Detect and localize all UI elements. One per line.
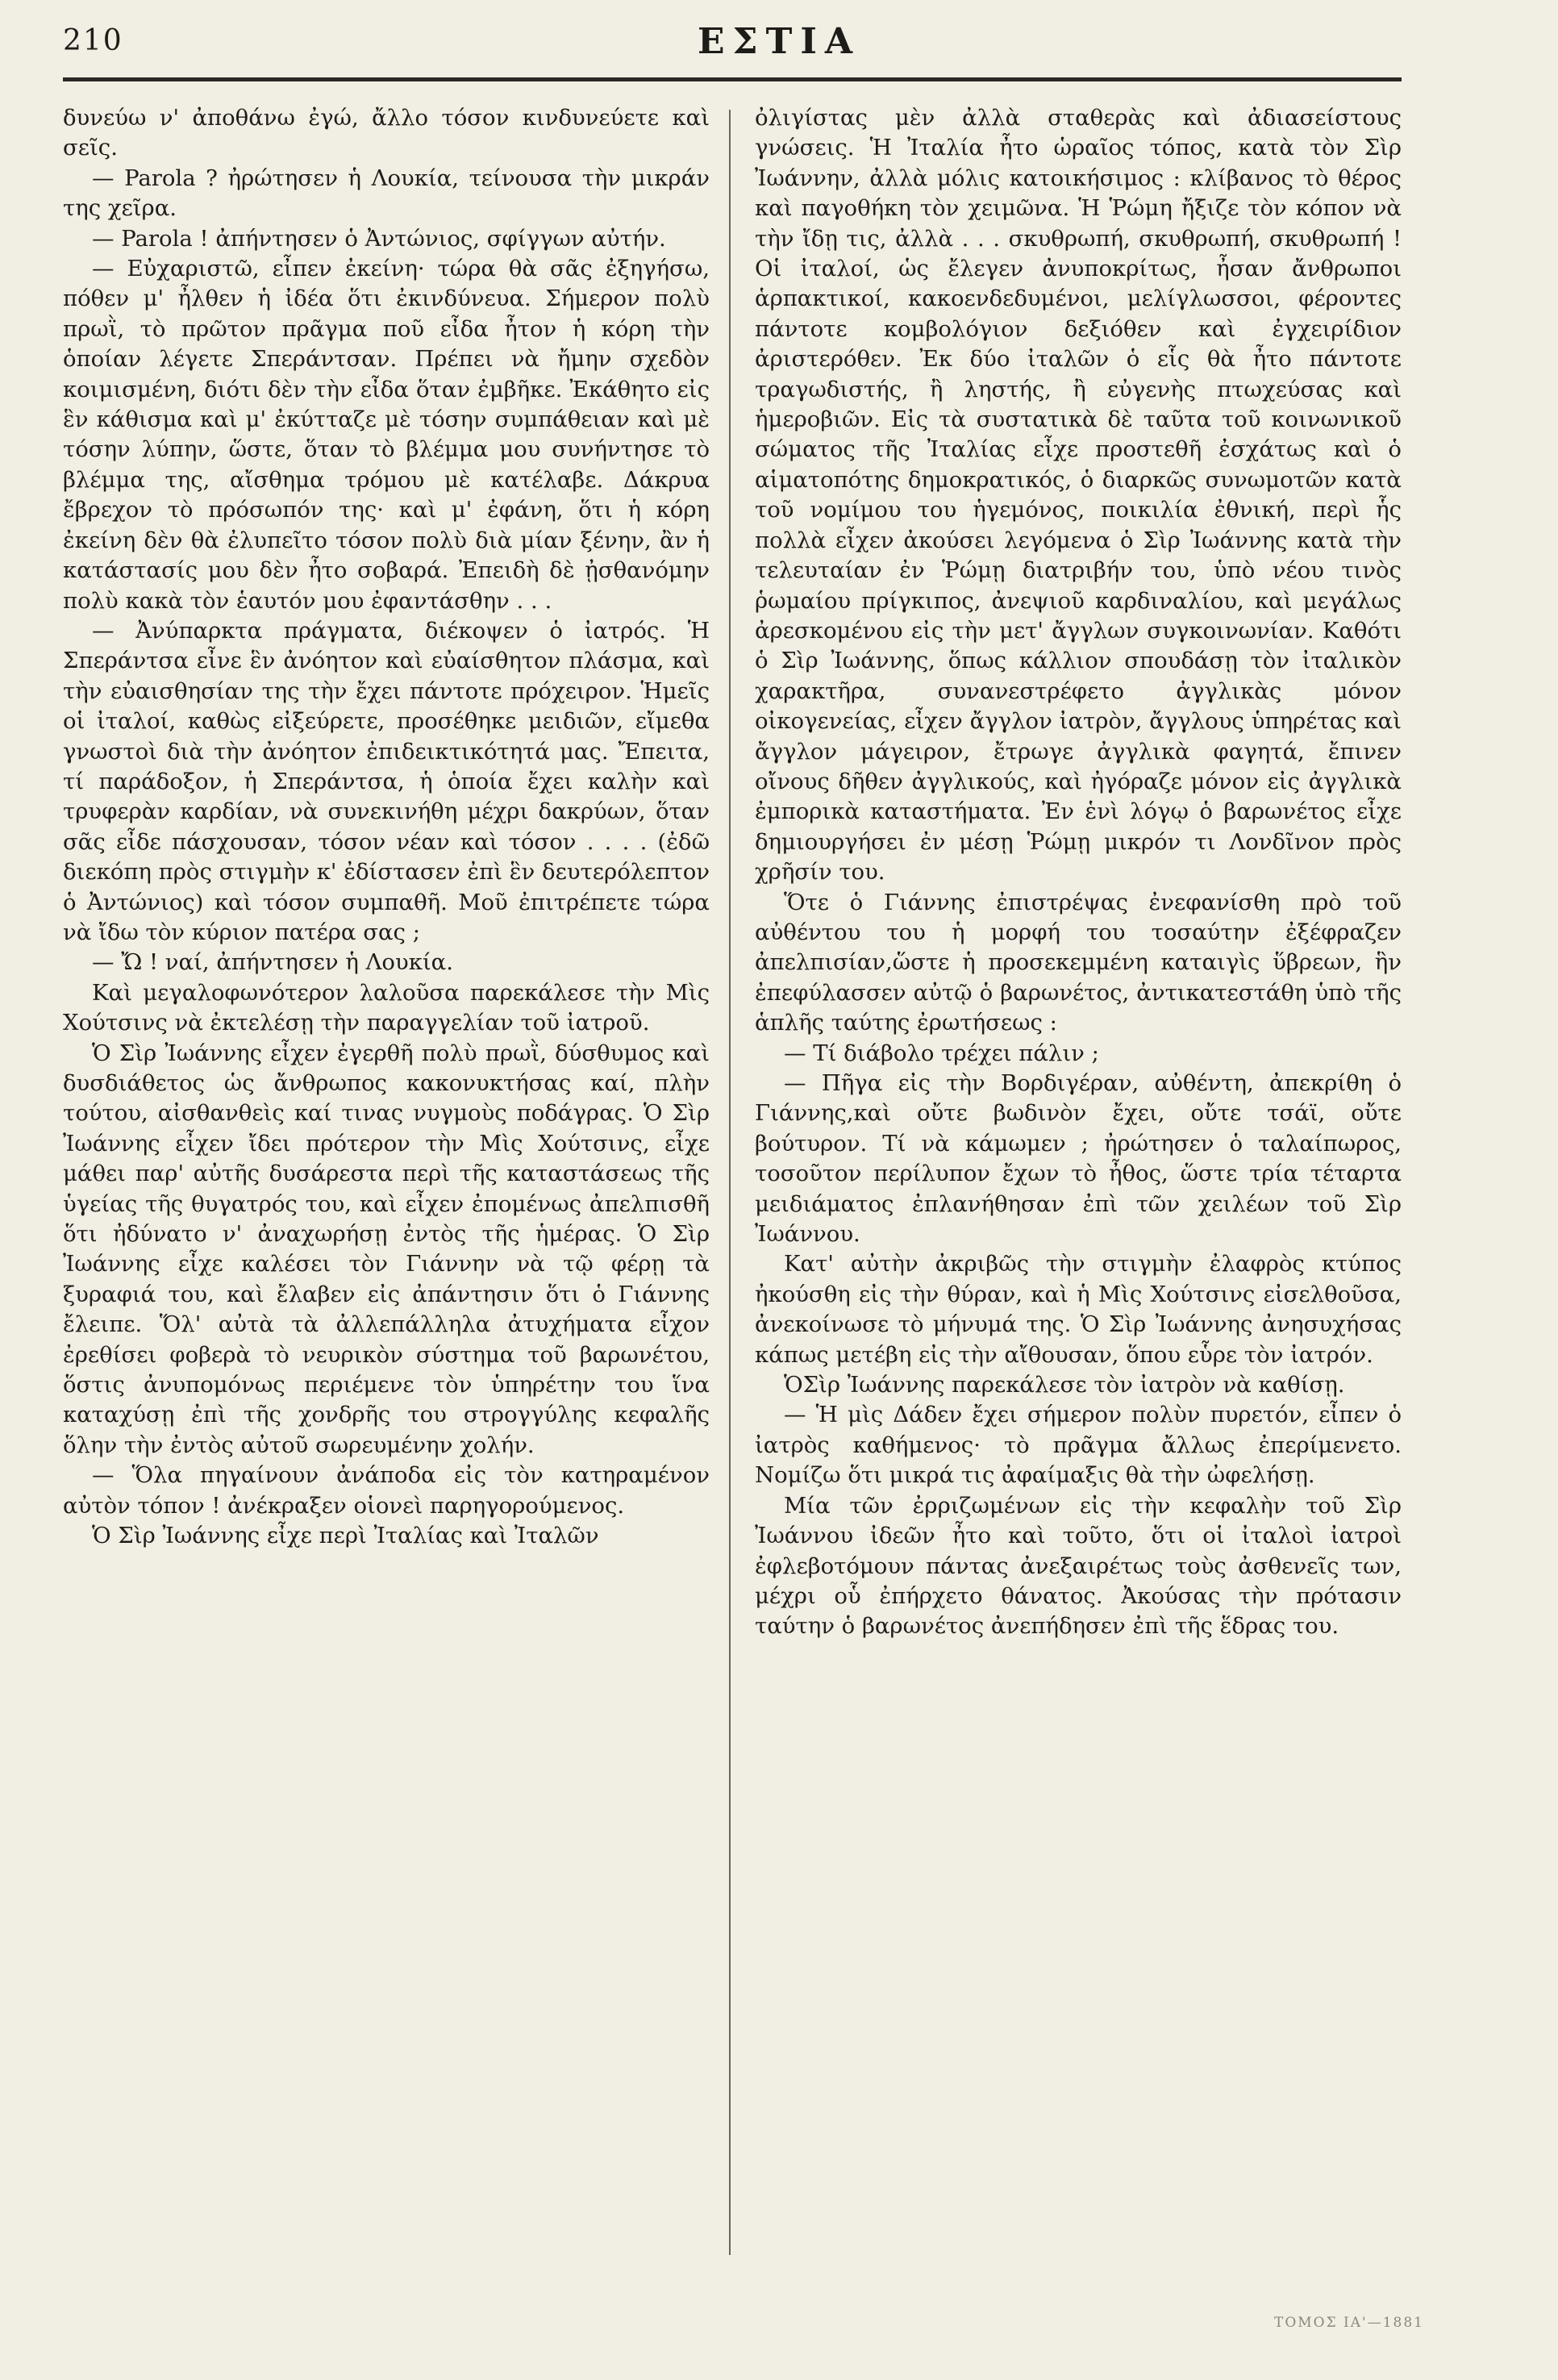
page-number: 210 [63,24,123,57]
paragraph: — Parola ! ἀπήντησεν ὁ Ἀντώνιος, σφίγγων αὐτήν. [92,225,666,252]
journal-title: ΕΣΤΙΑ [697,21,861,62]
paragraph: — Ὅλα πηγαίνουν ἀνάποδα εἰς τὸν κατηραμένον αὐτὸν τόπον ! ἀνέκραξεν οἱονεὶ παρηγορούμενος. [63,1462,710,1519]
paragraph: — Πῆγα εἰς τὴν Βορδιγέραν, αὐθέντη, ἀπεκρίθη ὁ Γιάννης,καὶ οὔτε βωδινὸν ἔχει, οὔτε τσάϊ, οὔτε βούτυρον. Τί νὰ κάμωμεν ; ἠρώτησεν ὁ ταλαίπωρος, τοσοῦτον περίλυπον ἔχων τὸ ἦθος, ὥστε τρία τέταρτα μειδιάματος ἐπλανήθησαν ἐπὶ τῶν χειλέων τοῦ Σὶρ Ἰωάννου. [755,1070,1402,1248]
paragraph: — Ἀνύπαρκτα πράγματα, διέκοψεν ὁ ἰατρός. Ἡ Σπεράντσα εἶνε ἓν ἀνόητον καὶ εὐαίσθητον πλάσμα, καὶ τὴν εὐαισθησίαν της τὴν ἔχει πάντοτε πρόχειρον. Ἡμεῖς οἱ ἰταλοί, καθὼς εἰξεύρετε, προσέθηκε μειδιῶν, εἴμεθα γνωστοὶ διὰ τὴν ἀνόητον ἐπιδεικτικότητά μας. Ἔπειτα, τί παράδοξον, ἡ Σπεράντσα, ἡ ὁποία ἔχει καλὴν καὶ τρυφερὰν καρδίαν, νὰ συνεκινήθη μέχρι δακρύων, ὅταν σᾶς εἶδε πάσχουσαν, τόσον νέαν καὶ τόσον . . . . (ἐδῶ διεκόπη πρὸς στιγμὴν κ' ἐδίστασεν ἐπὶ ἓν δευτερόλεπτον ὁ Ἀντώνιος) καὶ τόσον συμπαθῆ. Μοῦ ἐπιτρέπετε τώρα νὰ ἴδω τὸν κύριον πατέρα σας ; [63,617,710,945]
paragraph: — Εὐχαριστῶ, εἶπεν ἐκείνη· τώρα θὰ σᾶς ἐξηγήσω, πόθεν μ' ἦλθεν ἡ ἰδέα ὅτι ἐκινδύνευα. Σήμερον πολὺ πρωῒ, τὸ πρῶτον πρᾶγμα ποῦ εἶδα ἦτον ἡ κόρη τὴν ὁποίαν λέγετε Σπεράντσαν. Πρέπει νὰ ἤμην σχεδὸν κοιμισμένη, διότι δὲν τὴν εἶδα ὅταν ἐμβῆκε. Ἐκάθητο εἰς ἓν κάθισμα καὶ μ' ἐκύτταζε μὲ τόσην συμπάθειαν καὶ μὲ τόσην λύπην, ὥστε, ὅταν τὸ βλέμμα μου συνήντησε τὸ βλέμμα της, αἴσθημα τρόμου μὲ κατέλαβε. Δάκρυα ἔβρεχον τὸ πρόσωπόν της· καὶ μ' ἐφάνη, ὅτι ἡ κόρη ἐκείνη δὲν θὰ ἐλυπεῖτο τόσον πολὺ διὰ μίαν ξένην, ἂν ἡ κατάστασίς μου δὲν ἦτο σοβαρά. Ἐπειδὴ δὲ ᾐσθανόμην πολὺ κακὰ τὸν ἑαυτόν μου ἐφαντάσθην . . . [63,256,710,614]
paragraph: Κατ' αὐτὴν ἀκριβῶς τὴν στιγμὴν ἐλαφρὸς κτύπος ἠκούσθη εἰς τὴν θύραν, καὶ ἡ Μὶς Χούτσινς εἰσελθοῦσα, ἀνεκοίνωσε τὸ μήνυμά της. Ὁ Σὶρ Ἰωάννης ἀνησυχήσας κάπως μετέβη εἰς τὴν αἴθουσαν, ὅπου εὗρε τὸν ἰατρόν. [755,1251,1402,1368]
paragraph: — Parola ? ἠρώτησεν ἡ Λουκία, τείνουσα τὴν μικράν της χεῖρα. [63,165,710,222]
footer-volume-mark: ΤΟΜΟΣ ΙΑ'—1881 [1274,2315,1424,2331]
paragraph: Καὶ μεγαλοφωνότερον λαλοῦσα παρεκάλεσε τὴν Μὶς Χούτσινς νὰ ἐκτελέσῃ τὴν παραγγελίαν τοῦ ἰατροῦ. [63,979,710,1036]
paragraph: — Ἡ μὶς Δάδεν ἔχει σήμερον πολὺν πυρετόν, εἶπεν ὁ ἰατρὸς καθήμενος· τὸ πρᾶγμα ἄλλως ἐπερίμενετο. Νομίζω ὅτι μικρά τις ἀφαίμαξις θὰ τὴν ὠφελήσῃ. [755,1402,1402,1489]
column-divider [729,110,731,2255]
paragraph: Ὁ Σὶρ Ἰωάννης εἶχεν ἐγερθῆ πολὺ πρωῒ, δύσθυμος καὶ δυσδιάθετος ὡς ἄνθρωπος κακονυκτήσας καί, πλὴν τούτου, αἰσθανθεὶς καί τινας νυγμοὺς ποδάγρας. Ὁ Σὶρ Ἰωάννης εἶχεν ἴδει πρότερον τὴν Μὶς Χούτσινς, εἶχε μάθει παρ' αὐτῆς δυσάρεστα περὶ τῆς καταστάσεως τῆς ὑγείας τῆς θυγατρός του, καὶ εἶχεν ἐπομένως ἀπελπισθῆ ὅτι ἠδύνατο ν' ἀναχωρήσῃ ἐντὸς τῆς ἡμέρας. Ὁ Σὶρ Ἰωάννης εἶχε καλέσει τὸν Γιάννην νὰ τῷ φέρῃ τὰ ξυραφιά του, καὶ ἔλαβεν εἰς ἀπάντησιν ὅτι ὁ Γιάννης ἔλειπε. Ὅλ' αὐτὰ τὰ ἀλλεπάλληλα ἀτυχήματα εἶχον ἐρεθίσει φοβερὰ τὸ νευρικὸν σύστημα τοῦ βαρωνέτου, ὅστις ἀνυπομόνως περιέμενε τὸν ὑπηρέτην του ἵνα καταχύσῃ ἐπὶ τῆς χονδρῆς του στρογγύλης κεφαλῆς ὅλην τὴν ἐντὸς αὐτοῦ σωρευμένην χολήν. [63,1040,710,1458]
paragraph: Ὁ Σὶρ Ἰωάννης εἶχε περὶ Ἰταλίας καὶ Ἰταλῶν [92,1523,599,1549]
paragraph: ὀλιγίστας μὲν ἀλλὰ σταθερὰς καὶ ἀδιασείστους γνώσεις. Ἡ Ἰταλία ἦτο ὡραῖος τόπος, κατὰ τὸν Σὶρ Ἰωάννην, ἀλλὰ μόλις κατοικήσιμος : κλίβανος τὸ θέρος καὶ παγοθήκη τὸν χειμῶνα. Ἡ Ῥώμη ἤξιζε τὸν κόπον νὰ τὴν ἴδῃ τις, ἀλλὰ . . . σκυθρωπή, σκυθρωπή, σκυθρωπή ! Οἱ ἰταλοί, ὡς ἔλεγεν ἀνυποκρίτως, ἦσαν ἄνθρωποι ἁρπακτικοί, κακοενδεδυμένοι, μελίγλωσσοι, φέροντες πάντοτε κομβολόγιον δεξιόθεν καὶ ἐγχειρίδιον ἀριστερόθεν. Ἐκ δύο ἰταλῶν ὁ εἷς θὰ ἦτο πάντοτε τραγωδιστής, ἢ ληστής, ἢ εὐγενὴς πτωχεύσας καὶ ἡμεροβιῶν. Εἰς τὰ συστατικὰ δὲ ταῦτα τοῦ κοινωνικοῦ σώματος τῆς Ἰταλίας εἶχε προστεθῆ ἐσχάτως καὶ ὁ αἱματοπότης δημοκρατικός, ὁ διαρκῶς συνωμοτῶν κατὰ τοῦ νομίμου του ἡγεμόνος, ποικιλία ἐθνική, περὶ ἧς πολλὰ εἶχεν ἀκούσει λεγόμενα ὁ Σὶρ Ἰωάννης κατὰ τὴν τελευταίαν ἐν Ῥώμῃ διατριβήν του, ὑπὸ νέου τινὸς ῥωμαίου πρίγκιπος, ἀνεψιοῦ καρδιναλίου, καὶ μεγάλως ἀρεσκομένου εἰς τὴν μετ' ἄγγλων συγκοινωνίαν. Καθότι ὁ Σὶρ Ἰωάννης, ὅπως κάλλιον σπουδάσῃ τὸν ἰταλικὸν χαρακτῆρα, συνανεστρέφετο ἀγγλικὰς μόνον οἰκογενείας, εἶχεν ἄγγλον ἰατρὸν, ἄγγλους ὑπηρέτας καὶ ἄγγλον μάγειρον, ἔτρωγε ἀγγλικὰ φαγητά, ἔπινεν οἴνους δῆθεν ἀγγλικούς, καὶ ἠγόραζε μόνον εἰς ἀγγλικὰ ἐμπορικὰ καταστήματα. Ἐν ἑνὶ λόγῳ ὁ βαρωνέτος εἶχε δημιουργήσει ἐν μέσῃ Ῥώμῃ μικρόν τι Λονδῖνον πρὸς χρῆσίν του. [755,105,1402,886]
paragraph: — Ὤ ! ναί, ἀπήντησεν ἡ Λουκία. [92,949,453,976]
header-rule [63,77,1402,81]
paragraph: δυνεύω ν' ἀποθάνω ἐγώ, ἄλλο τόσον κινδυνεύετε καὶ σεῖς. [63,105,710,161]
left-column [63,103,710,1552]
right-column [755,103,1402,1642]
paragraph: Ὅτε ὁ Γιάννης ἐπιστρέψας ἐνεφανίσθη πρὸ τοῦ αὐθέντου του ἡ μορφή του τοσαύτην ἐξέφραζεν ἀπελπισίαν,ὥστε ἡ προσεκεμμένη καταιγὶς ὕβρεων, ἣν ἐπεφύλασσεν αὐτῷ ὁ βαρωνέτος, ἀντικατεστάθη ὑπὸ τῆς ἁπλῆς ταύτης ἐρωτήσεως : [755,889,1402,1036]
paragraph: Μία τῶν ἐρριζωμένων εἰς τὴν κεφαλὴν τοῦ Σὶρ Ἰωάννου ἰδεῶν ἦτο καὶ τοῦτο, ὅτι οἱ ἰταλοὶ ἰατροὶ ἐφλεβοτόμουν πάντας ἀνεξαιρέτως τοὺς ἀσθενεῖς των, μέχρι οὗ ἐπήρχετο θάνατος. Ἀκούσας τὴν πρότασιν ταύτην ὁ βαρωνέτος ἀνεπήδησεν ἐπὶ τῆς ἕδρας του. [755,1492,1402,1640]
text-columns [63,103,1402,2265]
paragraph: — Τί διάβολο τρέχει πάλιν ; [784,1040,1099,1066]
paragraph: ὉΣὶρ Ἰωάννης παρεκάλεσε τὸν ἰατρὸν νὰ καθίσῃ. [784,1372,1345,1398]
